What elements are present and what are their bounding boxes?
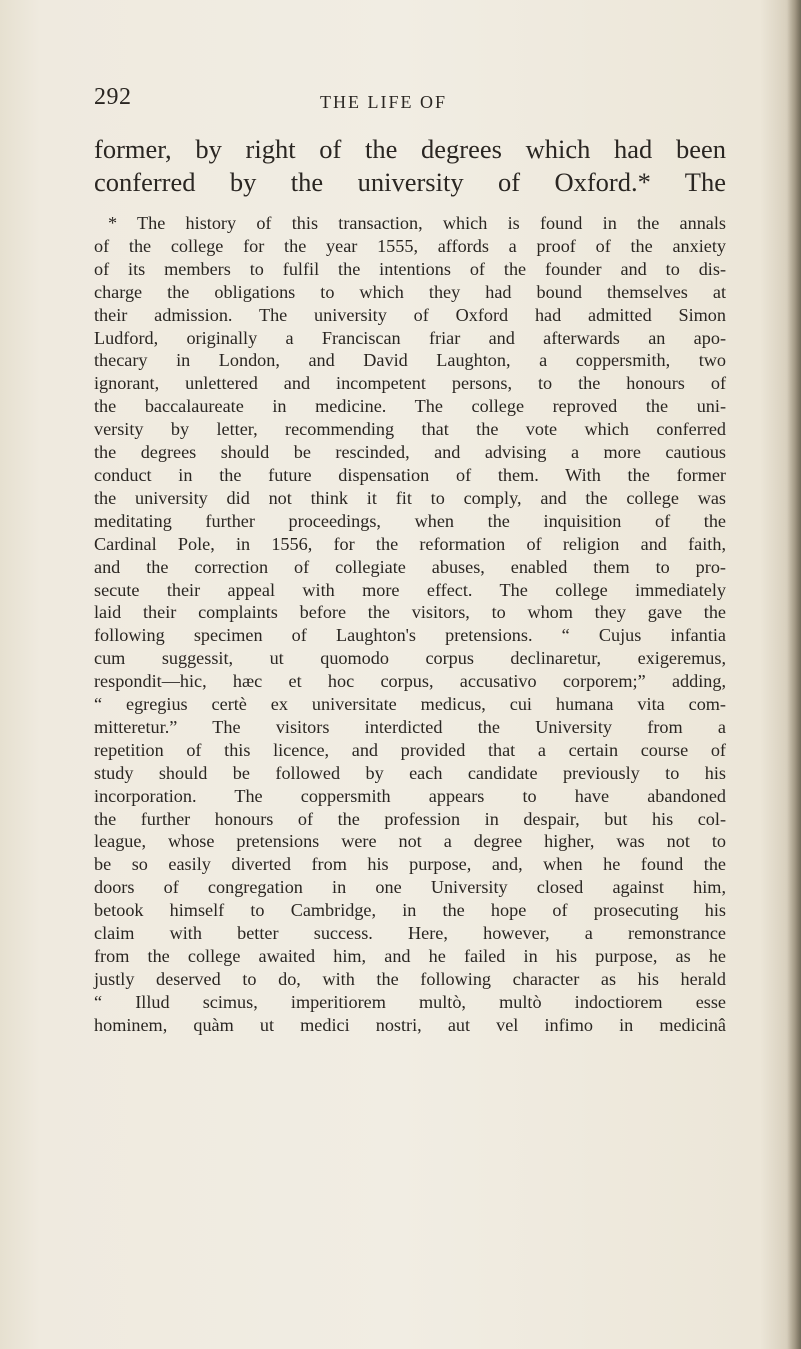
main-text-line: former, by right of the degrees which had been bbox=[94, 134, 726, 164]
footnote-line: ignorant, unlettered and incompetent persons, to the honours of bbox=[94, 373, 726, 394]
footnote-line: from the college awaited him, and he failed in his purpose, as he bbox=[94, 946, 726, 966]
footnote-line: justly deserved to do, with the following character as his herald bbox=[94, 968, 726, 989]
footnote-line: charge the obligations to which they had bound themselves at bbox=[94, 281, 726, 302]
footnote-line: laid their complaints before the visitors, to whom they gave the bbox=[94, 602, 726, 623]
footnote-line: cum suggessit, ut quomodo corpus declinaretur, exigeremus, bbox=[94, 648, 726, 669]
footnote-line: versity by letter, recommending that the vote which conferred bbox=[94, 419, 726, 440]
footnote-line: hominem, quàm ut medici nostri, aut vel infimo in medicinâ bbox=[94, 1014, 726, 1035]
footnote-line: thecary in London, and David Laughton, a coppersmith, two bbox=[94, 350, 726, 371]
footnote-line: repetition of this licence, and provided that a certain course of bbox=[94, 739, 726, 760]
footnote-line: “ egregius certè ex universitate medicus, cui humana vita com- bbox=[94, 694, 726, 715]
footnote-line: Cardinal Pole, in 1556, for the reformation of religion and faith, bbox=[94, 533, 726, 554]
footnote-line: of the college for the year 1555, affords a proof of the anxiety bbox=[94, 235, 726, 256]
footnote-line: respondit—hic, hæc et hoc corpus, accusativo corporem;” adding, bbox=[94, 671, 726, 692]
footnote-line: secute their appeal with more effect. The college immediately bbox=[94, 579, 726, 600]
footnote bbox=[94, 212, 726, 1037]
footnote-line: * The history of this transaction, which is found in the annals bbox=[108, 213, 726, 233]
main-text-line: conferred by the university of Oxford.* The bbox=[94, 167, 726, 197]
footnote-line: claim with better success. Here, however, a remonstrance bbox=[94, 923, 726, 944]
footnote-line: incorporation. The coppersmith appears to have abandoned bbox=[94, 785, 726, 806]
binding-edge bbox=[787, 0, 801, 1349]
footnote-line: “ Illud scimus, imperitiorem multò, multò indoctiorem esse bbox=[94, 991, 726, 1012]
footnote-line: the degrees should be rescinded, and advising a more cautious bbox=[94, 442, 726, 463]
footnote-line: league, whose pretensions were not a degree higher, was not to bbox=[94, 831, 726, 852]
footnote-line: meditating further proceedings, when the inquisition of the bbox=[94, 510, 726, 531]
footnote-line: mitteretur.” The visitors interdicted the University from a bbox=[94, 716, 726, 737]
footnote-line: the baccalaureate in medicine. The college reproved the uni- bbox=[94, 396, 726, 417]
footnote-line: be so easily diverted from his purpose, and, when he found the bbox=[94, 854, 726, 875]
footnote-line: the further honours of the profession in despair, but his col- bbox=[94, 808, 726, 829]
page-number: 292 bbox=[94, 84, 132, 110]
footnote-line: doors of congregation in one University closed against him, bbox=[94, 877, 726, 898]
footnote-line: Ludford, originally a Franciscan friar and afterwards an apo- bbox=[94, 327, 726, 348]
footnote-line: the university did not think it fit to comply, and the college was bbox=[94, 487, 726, 508]
running-head: THE LIFE OF bbox=[320, 92, 447, 112]
footnote-line: betook himself to Cambridge, in the hope of prosecuting his bbox=[94, 900, 726, 921]
footnote-line: their admission. The university of Oxford had admitted Simon bbox=[94, 304, 726, 325]
footnote-line: conduct in the future dispensation of them. With the former bbox=[94, 464, 726, 485]
footnote-line: study should be followed by each candidate previously to his bbox=[94, 762, 726, 783]
main-text-block bbox=[94, 133, 726, 199]
footnote-line: following specimen of Laughton's pretensions. “ Cujus infantia bbox=[94, 625, 726, 646]
footnote-line: and the correction of collegiate abuses, enabled them to pro- bbox=[94, 556, 726, 577]
footnote-line: of its members to fulfil the intentions of the founder and to dis- bbox=[94, 258, 726, 279]
